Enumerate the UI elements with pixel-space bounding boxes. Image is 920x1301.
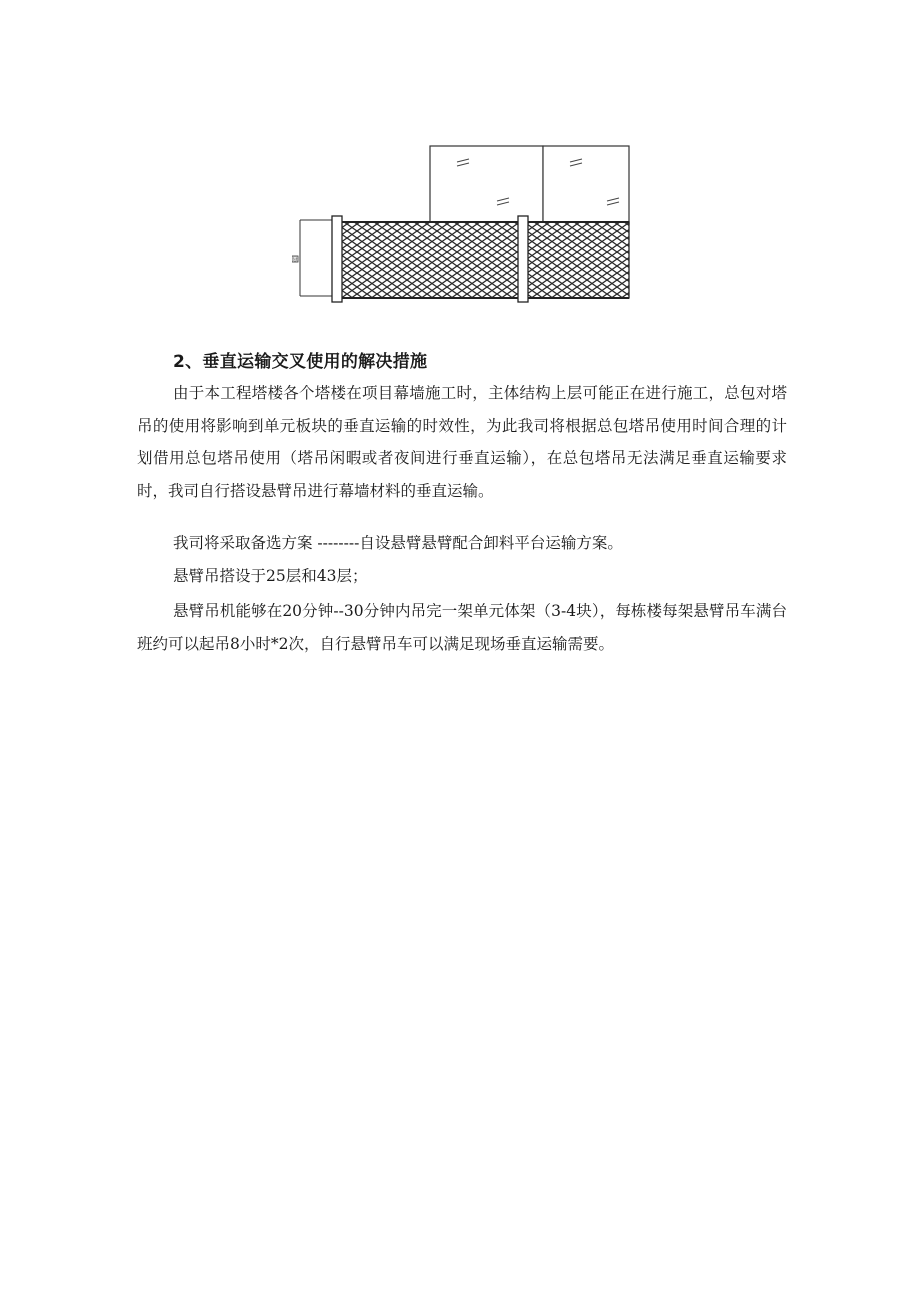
paragraph-3: 悬臂吊搭设于25层和43层； (173, 567, 368, 585)
post-left (332, 216, 342, 302)
platform-diagram-svg (292, 140, 637, 305)
paragraph-2: 我司将采取备选方案 --------自设悬臂悬臂配合卸料平台运输方案。 (173, 534, 623, 552)
mesh-guardrail (340, 222, 629, 298)
post-middle (518, 216, 528, 302)
section-heading: 2、垂直运输交叉使用的解决措施 (173, 352, 428, 372)
paragraph-4: 悬臂吊机能够在20分钟--30分钟内吊完一架单元体架（3-4块），每栋楼每架悬臂吊车满台班约可以起吊8小时*2次，自行悬臂吊车可以满足现场垂直运输需要。 (137, 602, 787, 653)
paragraph-1: 由于本工程塔楼各个塔楼在项目幕墙施工时，主体结构上层可能正在进行施工，总包对塔吊的使用将影响到单元板块的垂直运输的时效性，为此我司将根据总包塔吊使用时间合理的计划借用总包塔吊使用（塔吊闲暇或者夜间进行垂直运输），在总包塔吊无法满足垂直运输要求时，我司自行搭设悬臂吊进行幕墙材料的垂直运输。 (137, 384, 787, 500)
glass-panel-right (543, 146, 629, 224)
side-label: 悬 (292, 257, 298, 263)
dimension-bracket (292, 220, 332, 296)
glass-panel-left (430, 146, 543, 224)
platform-diagram (292, 140, 637, 305)
